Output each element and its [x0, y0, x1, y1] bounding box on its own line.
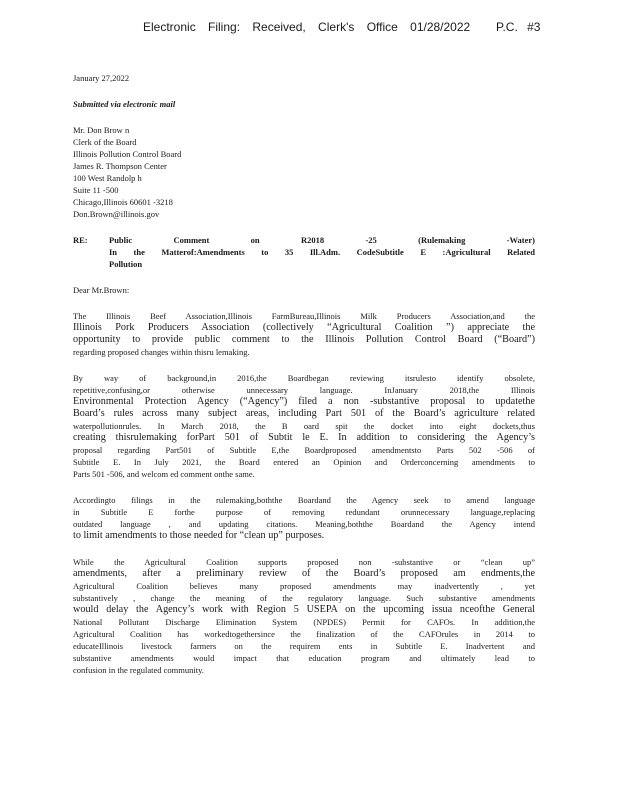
paragraph — [73, 494, 535, 542]
filing-stamp: Electronic Filing: Received, Clerk's Office 01/28/2022 — [143, 20, 471, 34]
paragraph-line: Parts 501 -506, and welcom ed comment onthe same. — [73, 469, 255, 479]
subject-line — [73, 234, 535, 270]
recipient-address — [73, 124, 535, 220]
paragraph-line: confusion in the regulated community. — [73, 665, 204, 675]
paragraph-line: substantive amendments would impact that education program and ultimately lead to — [73, 653, 535, 663]
paragraph-line: While the Agricultural Coalition supports proposed non -substantive or “clean up” — [73, 557, 535, 567]
subject-label: RE: — [73, 235, 88, 245]
subject-line-text: Pollution — [109, 259, 143, 269]
page-code: P.C. #3 — [496, 20, 541, 34]
filing-header — [0, 20, 618, 38]
paragraph-line: amendments, after a preliminary review of the Board’s proposed am endments,the — [73, 568, 535, 579]
paragraph-line: Accordingto filings in the rulemaking,boththe Boardand the Agency seek to amend language — [73, 495, 535, 505]
paragraph-line: would delay the Agency’s work with Region 5 USEPA on the upcoming issua nceofthe General — [73, 604, 535, 615]
paragraph-line: National Pollutant Discharge Elimination System (NPDES) Permit for CAFOs. In addition,the — [73, 617, 535, 627]
address-line: Suite 11 -500 — [73, 185, 119, 195]
paragraph-line: Agricultural Coalition believes many proposed amendments may inadvertently , yet — [73, 581, 535, 591]
paragraph-line: educateIllinois livestock farmers on the requirem ents in Subtitle E. Inadvertent and — [73, 641, 535, 651]
paragraph-line: Illinois Pork Producers Association (collectively “Agricultural Coalition ”) appreciate the — [73, 322, 535, 333]
paragraph — [73, 372, 535, 480]
paragraph-line: The Illinois Beef Association,Illinois FarmBureau,Illinois Milk Producers Association,and the — [73, 311, 535, 321]
letter-body — [73, 72, 535, 690]
letter-date: January 27,2022 — [73, 73, 130, 83]
subject-text — [109, 234, 535, 270]
paragraph — [73, 310, 535, 358]
paragraph-line: in Subtitle E forthe purpose of removing redundant orunnecessary language,replacing — [73, 507, 535, 517]
address-line: Don.Brown@illinois.gov — [73, 209, 160, 219]
paragraph-line: creating thisrulemaking forPart 501 of Subtit le E. In addition to considering the Agency’s — [73, 432, 535, 443]
paragraph-line: substantively , change the meaning of the regulatory language. Such substantive amendments — [73, 593, 535, 603]
paragraph-line: By way of background,in 2016,the Boardbegan reviewing itsrulesto identify obsolete, — [73, 373, 535, 383]
salutation: Dear Mr.Brown: — [73, 285, 130, 295]
paragraph-line: outdated language , and updating citations. Meaning,boththe Boardand the Agency intend — [73, 519, 535, 529]
paragraph-line: Agricultural Coalition has workedtogethersince the finalization of the CAFOrules in 2014 to — [73, 629, 535, 639]
paragraph-line: proposal regarding Part501 of Subtitle E,the Boardproposed amendmentsto Parts 502 -506 of — [73, 445, 535, 455]
address-line: Clerk of the Board — [73, 137, 137, 147]
paragraph-line: waterpollutionrules. In March 2018, the B oard spit the docket into eight dockets,thus — [73, 421, 535, 431]
subject-line-text: In the Matterof:Amendments to 35 Ill.Adm. CodeSubtitle E :Agricultural Related — [109, 247, 535, 257]
paragraph-line: to limit amendments to those needed for “clean up” purposes. — [73, 530, 325, 541]
address-line: 100 West Randolp h — [73, 173, 142, 183]
paragraph-line: Environmental Protection Agency (“Agency”) filed a non -substantive proposal to updatethe — [73, 396, 535, 407]
paragraph-line: regarding proposed changes within thisru lemaking. — [73, 347, 250, 357]
submission-method: Submitted via electronic mail — [73, 99, 176, 109]
paragraph-line: repetitive,confusing,or otherwise unnecessary language. InJanuary 2018,the Illinois — [73, 385, 535, 395]
address-line: Mr. Don Brow n — [73, 125, 130, 135]
subject-line-text: Public Comment on R2018 -25 (Rulemaking -Water) — [109, 235, 535, 245]
letter-paragraphs — [73, 310, 535, 676]
paragraph-line: Board’s rules across many subject areas, including Part 501 of the Board’s agriculture related — [73, 408, 535, 419]
paragraph-line: Subtitle E. In July 2021, the Board entered an Opinion and Orderconcerning amendments to — [73, 457, 535, 467]
address-line: Chicago,Illinois 60601 -3218 — [73, 197, 173, 207]
paragraph — [73, 556, 535, 676]
paragraph-line: opportunity to provide public comment to the Illinois Pollution Control Board (“Board”) — [73, 334, 535, 345]
address-line: James R. Thompson Center — [73, 161, 167, 171]
address-line: Illinois Pollution Control Board — [73, 149, 182, 159]
